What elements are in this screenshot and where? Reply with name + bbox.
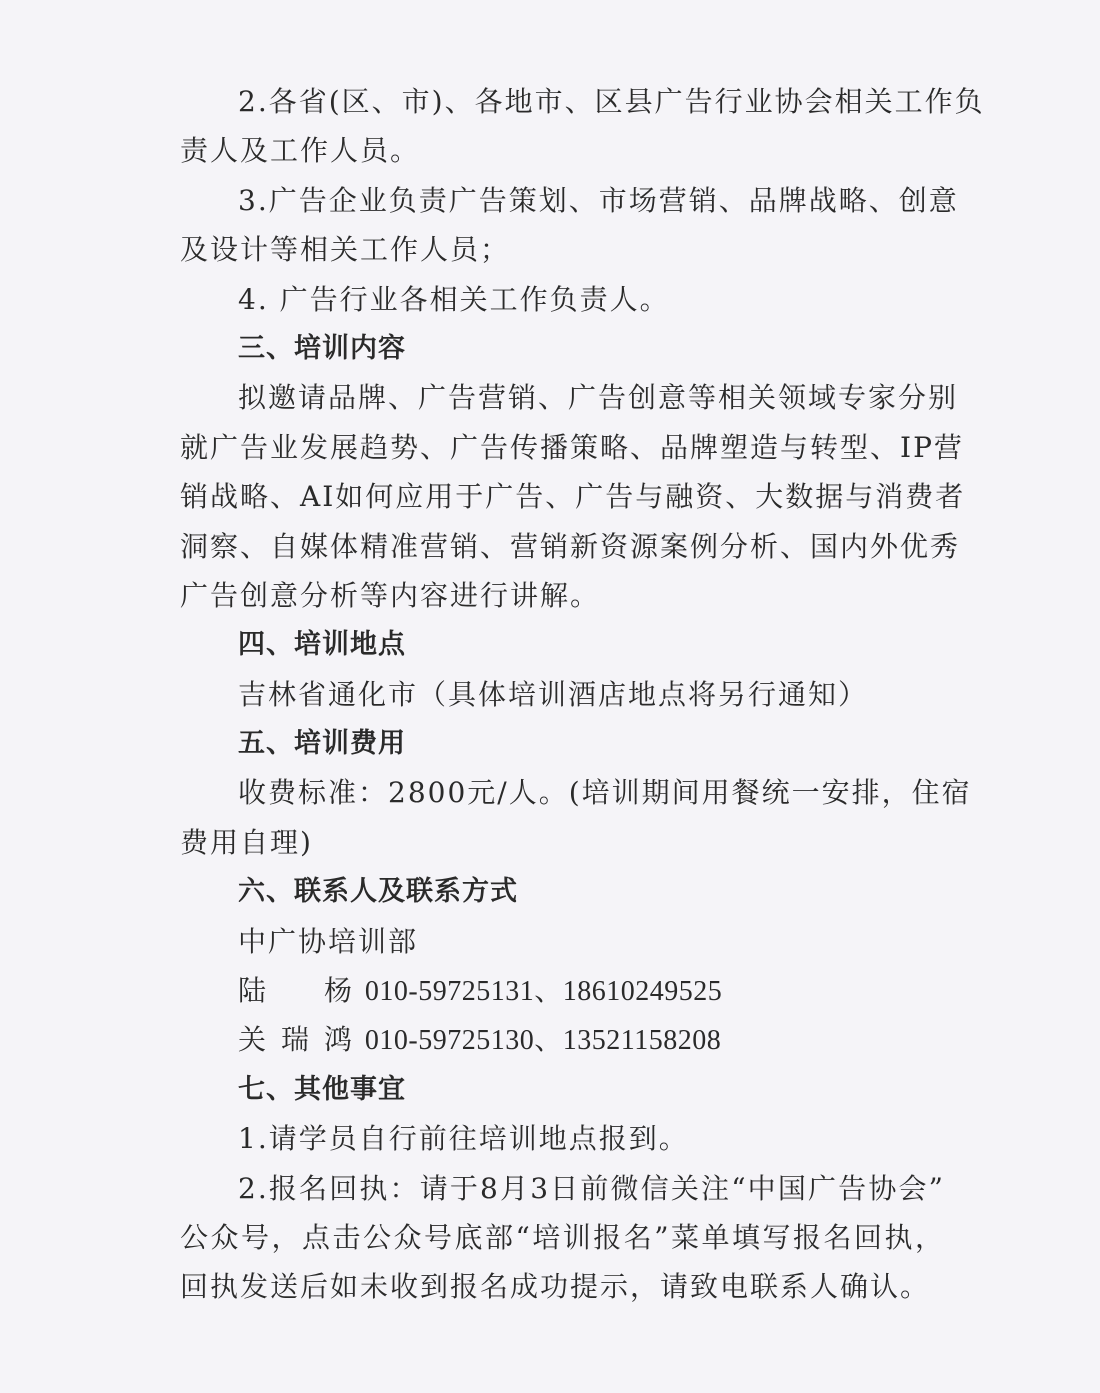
paragraph-line: 收费标准：2800元/人。(培训期间用餐统一安排，住宿 bbox=[238, 776, 972, 810]
paragraph-line: 2.各省(区、市)、各地市、区县广告行业协会相关工作负 bbox=[238, 85, 985, 118]
paragraph-line: 销战略、AI如何应用于广告、广告与融资、大数据与消费者 bbox=[180, 480, 966, 514]
paragraph-line: 2.报名回执：请于8月3日前微信关注“中国广告协会” bbox=[238, 1171, 945, 1205]
section-heading: 三、培训内容 bbox=[238, 332, 406, 364]
paragraph-line: 广告创意分析等内容进行讲解。 bbox=[180, 578, 601, 612]
contact-phone: 010-59725130、13521158208 bbox=[364, 1025, 722, 1057]
contact-phone: 010-59725131、18610249525 bbox=[364, 976, 723, 1008]
contact-name: 陆 杨 bbox=[238, 974, 354, 1008]
paragraph-line: 费用自理) bbox=[180, 825, 313, 859]
contact-row bbox=[180, 1015, 945, 1064]
document-body bbox=[180, 77, 985, 1312]
paragraph-line: 1.请学员自行前往培训地点报到。 bbox=[238, 1122, 689, 1156]
paragraph-line: 公众号，点击公众号底部“培训报名”菜单填写报名回执， bbox=[180, 1220, 945, 1254]
paragraph-line: 回执发送后如未收到报名成功提示，请致电联系人确认。 bbox=[180, 1270, 931, 1304]
paragraph-line: 4. 广告行业各相关工作负责人。 bbox=[238, 282, 670, 316]
contact-name: 关瑞鸿 bbox=[238, 1023, 354, 1057]
paragraph-line: 及设计等相关工作人员； bbox=[180, 233, 511, 267]
paragraph-line: 就广告业发展趋势、广告传播策略、品牌塑造与转型、IP营 bbox=[180, 430, 964, 464]
contact-organization: 中广协培训部 bbox=[238, 924, 419, 958]
section-heading: 四、培训地点 bbox=[238, 629, 406, 661]
paragraph-line: 吉林省通化市（具体培训酒店地点将另行通知） bbox=[238, 677, 869, 711]
paragraph-line: 责人及工作人员。 bbox=[180, 134, 421, 168]
section-heading: 六、联系人及联系方式 bbox=[238, 876, 518, 908]
section-heading: 五、培训费用 bbox=[238, 728, 406, 760]
paragraph-line: 3.广告企业负责广告策划、市场营销、品牌战略、创意 bbox=[238, 183, 959, 217]
paragraph-line: 拟邀请品牌、广告营销、广告创意等相关领域专家分别 bbox=[238, 381, 959, 415]
paragraph-line: 洞察、自媒体精准营销、营销新资源案例分析、国内外优秀 bbox=[180, 529, 961, 563]
contact-row bbox=[180, 966, 945, 1015]
section-heading: 七、其他事宜 bbox=[238, 1073, 406, 1105]
